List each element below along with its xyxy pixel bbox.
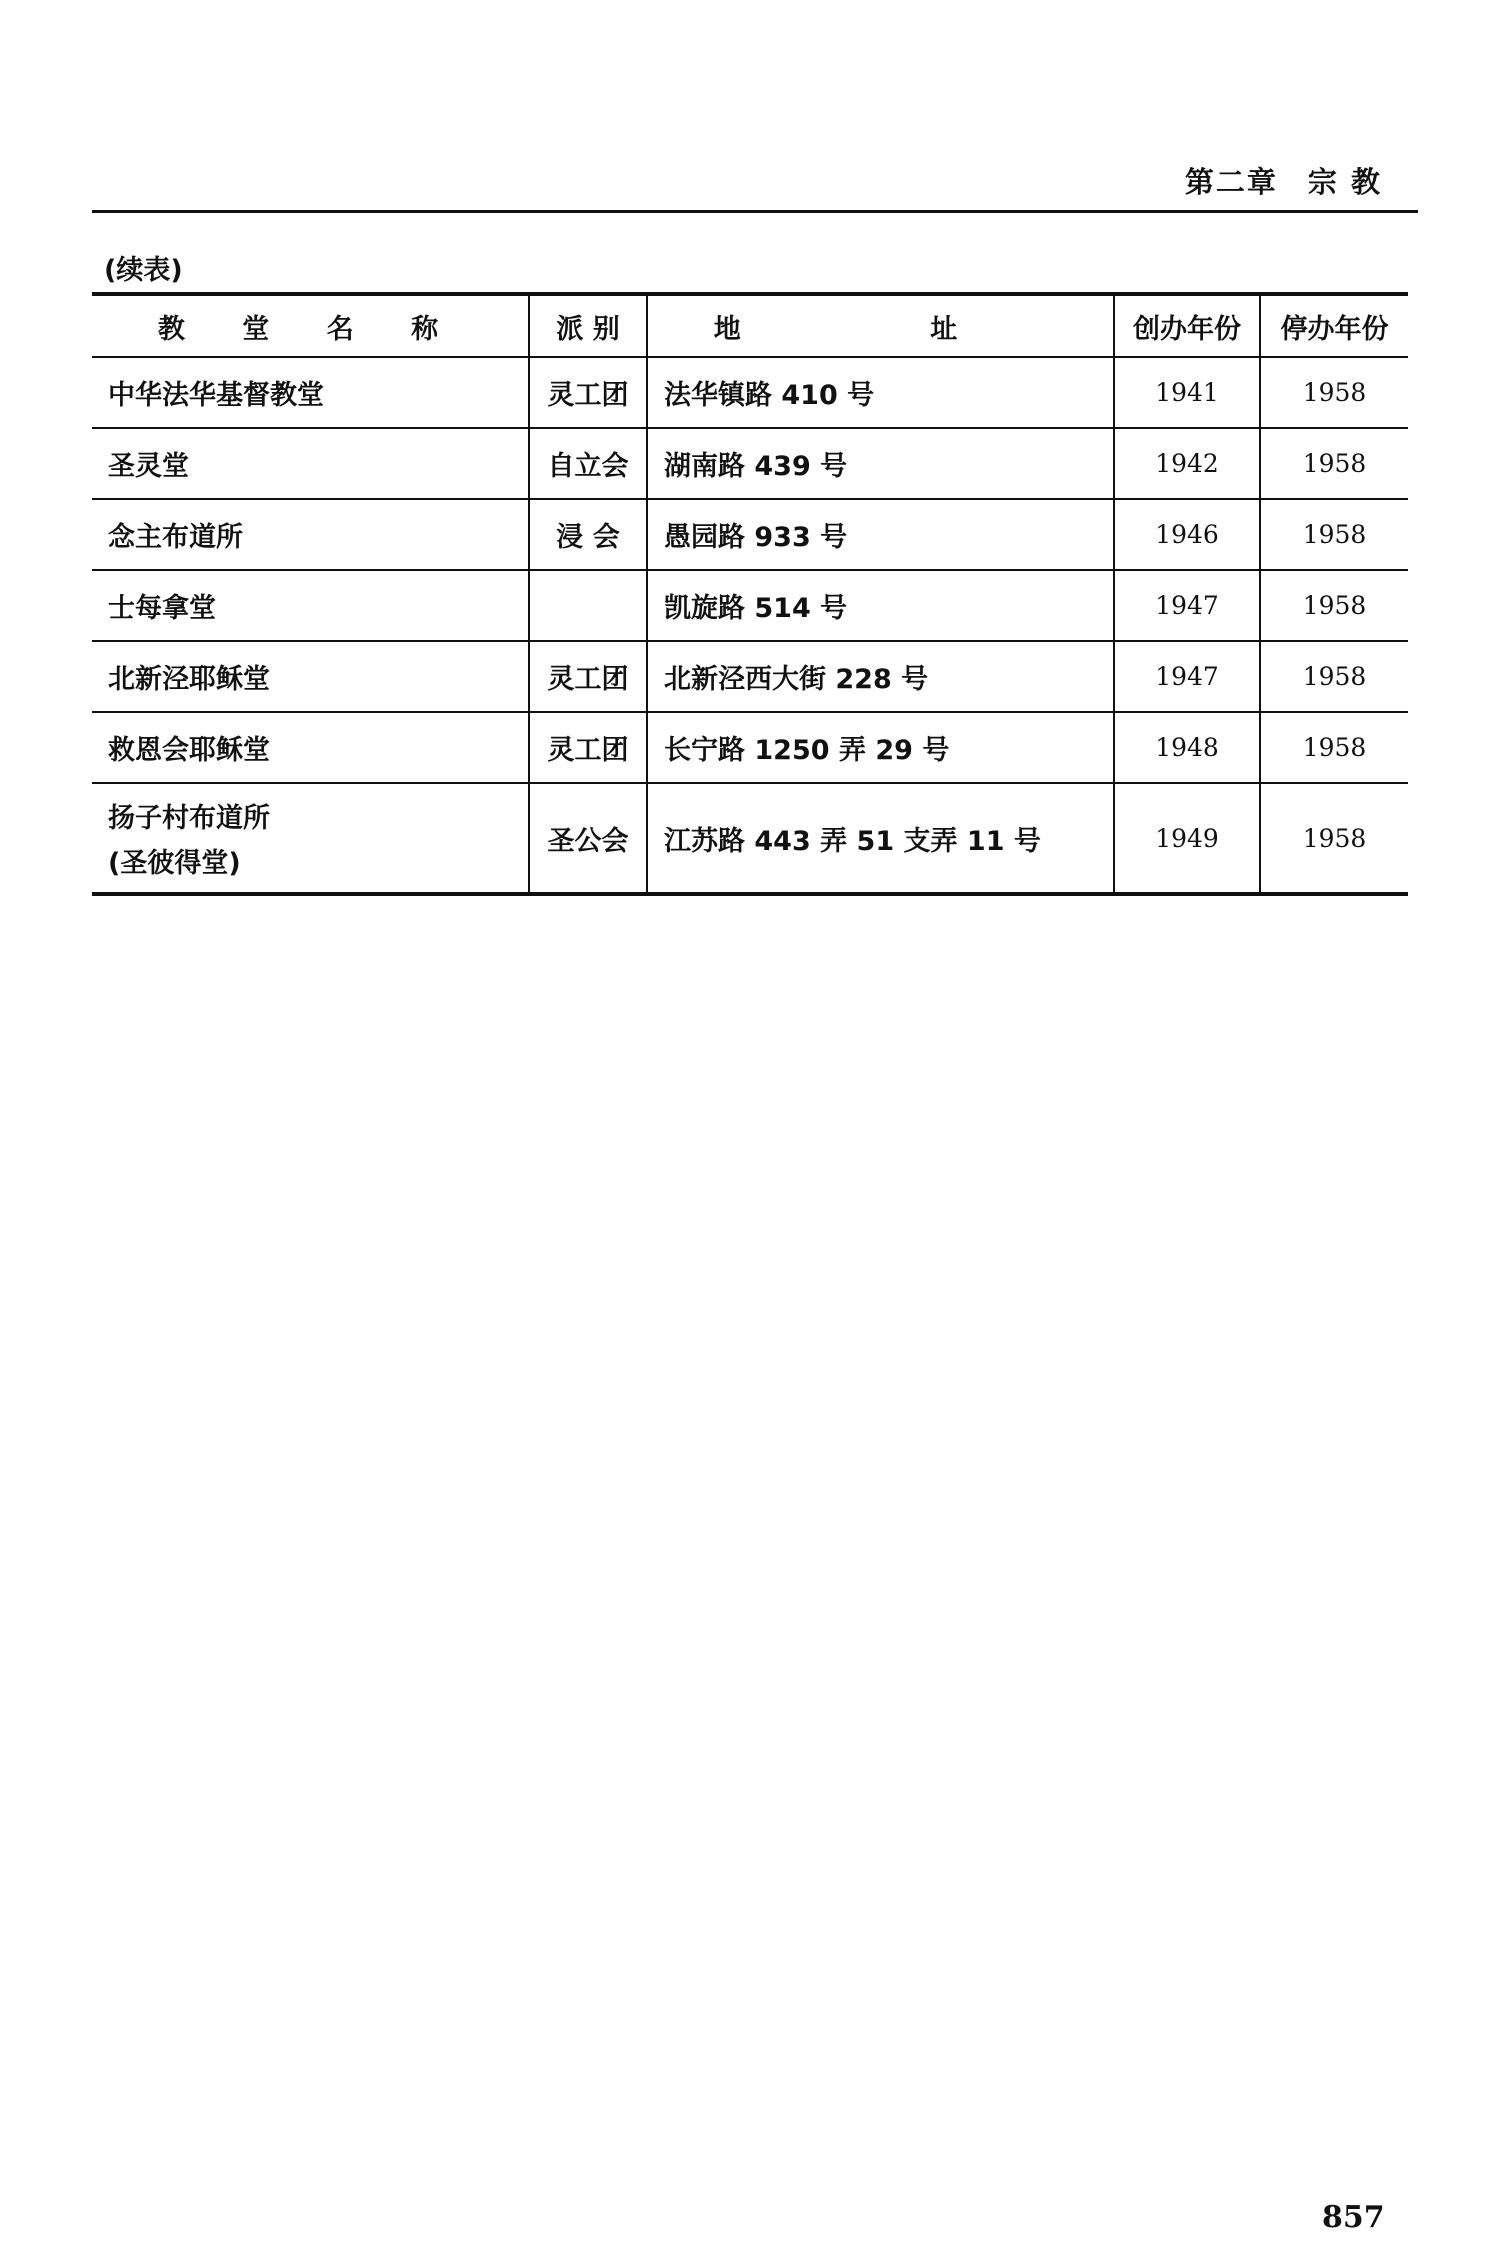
year-founded: 1942: [1114, 428, 1260, 499]
church-sect: 圣公会: [529, 783, 647, 894]
chapter-topic: 宗 教: [1307, 165, 1382, 199]
col-header-address: 地 址: [647, 294, 1114, 357]
year-closed: 1958: [1260, 783, 1408, 894]
year-closed: 1958: [1260, 428, 1408, 499]
year-founded: 1949: [1114, 783, 1260, 894]
church-name: 北新泾耶稣堂: [92, 641, 529, 712]
church-name-line1: 扬子村布道所: [108, 803, 270, 834]
col-header-name: 教 堂 名 称: [92, 294, 529, 357]
church-sect: 灵工团: [529, 357, 647, 428]
church-table: [92, 292, 1408, 896]
col-header-closed: 停办年份: [1260, 294, 1408, 357]
table-row: [92, 783, 1408, 894]
church-name: 念主布道所: [92, 499, 529, 570]
table-caption: (续表): [104, 255, 183, 286]
table-row: [92, 570, 1408, 641]
church-address: 长宁路 1250 弄 29 号: [647, 712, 1114, 783]
year-closed: 1958: [1260, 499, 1408, 570]
church-sect: 自立会: [529, 428, 647, 499]
church-name: 救恩会耶稣堂: [92, 712, 529, 783]
church-address: 江苏路 443 弄 51 支弄 11 号: [647, 783, 1114, 894]
church-name: 圣灵堂: [92, 428, 529, 499]
year-founded: 1948: [1114, 712, 1260, 783]
year-founded: 1947: [1114, 641, 1260, 712]
header-rule: [92, 210, 1418, 213]
year-founded: 1941: [1114, 357, 1260, 428]
church-address: 法华镇路 410 号: [647, 357, 1114, 428]
year-founded: 1946: [1114, 499, 1260, 570]
church-sect: [529, 570, 647, 641]
year-closed: 1958: [1260, 712, 1408, 783]
table-row: [92, 357, 1408, 428]
church-address: 愚园路 933 号: [647, 499, 1114, 570]
church-sect: 灵工团: [529, 641, 647, 712]
running-head: [1185, 160, 1382, 201]
col-header-founded: 创办年份: [1114, 294, 1260, 357]
church-sect: 浸 会: [529, 499, 647, 570]
church-address: 北新泾西大街 228 号: [647, 641, 1114, 712]
col-header-sect: 派 别: [529, 294, 647, 357]
page-number: 857: [1322, 2200, 1385, 2235]
church-name: [92, 783, 529, 894]
year-closed: 1958: [1260, 357, 1408, 428]
table-row: [92, 499, 1408, 570]
table-row: [92, 712, 1408, 783]
year-closed: 1958: [1260, 641, 1408, 712]
church-name: 中华法华基督教堂: [92, 357, 529, 428]
table-row: [92, 641, 1408, 712]
year-closed: 1958: [1260, 570, 1408, 641]
table-header-row: [92, 294, 1408, 357]
church-name: 士每拿堂: [92, 570, 529, 641]
church-sect: 灵工团: [529, 712, 647, 783]
church-name-line2: (圣彼得堂): [108, 848, 241, 879]
church-address: 凯旋路 514 号: [647, 570, 1114, 641]
table-row: [92, 428, 1408, 499]
year-founded: 1947: [1114, 570, 1260, 641]
chapter-title: 第二章: [1184, 165, 1278, 199]
church-address: 湖南路 439 号: [647, 428, 1114, 499]
